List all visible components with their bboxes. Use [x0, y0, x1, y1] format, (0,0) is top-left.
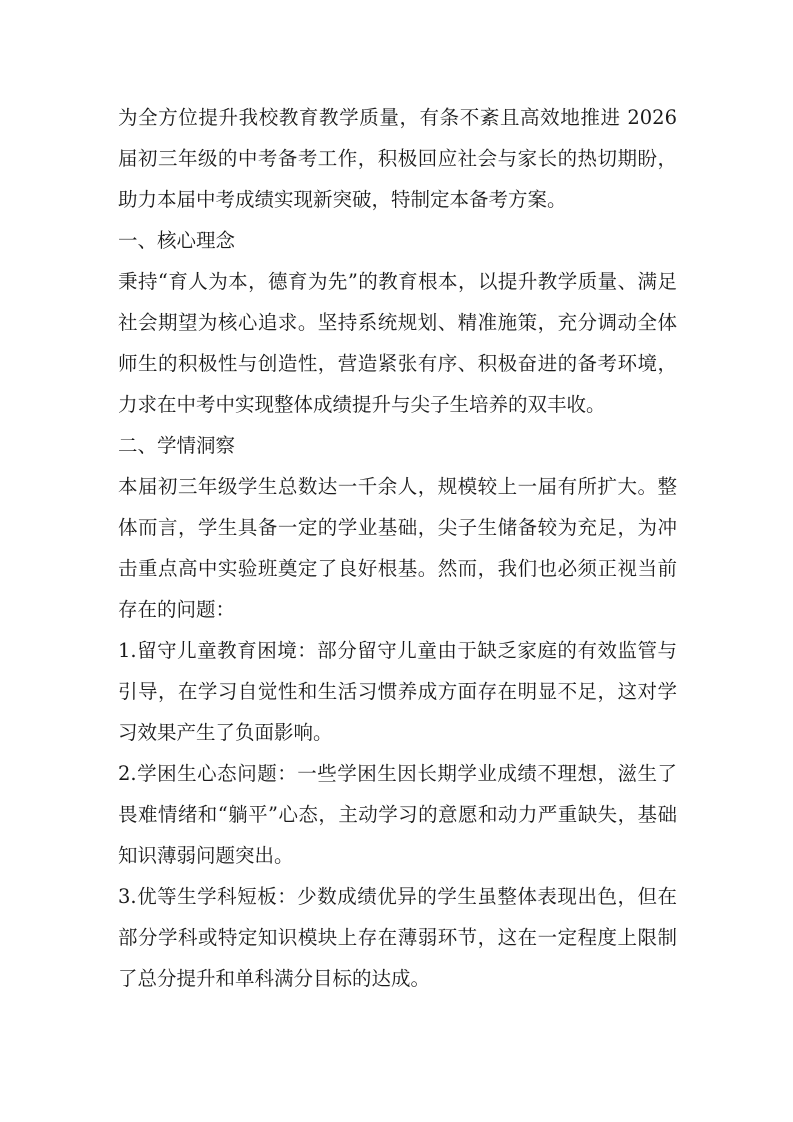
paragraph [118, 470, 677, 634]
text-line: 知识薄弱问题突出。 [118, 844, 294, 867]
text-line: 为全方位提升我校教育教学质量，有条不紊且高效地推进 2026 [118, 106, 677, 129]
list-item [118, 757, 677, 880]
text-line: 助力本届中考成绩实现新突破，特制定本备考方案。 [118, 188, 567, 211]
paragraph [118, 101, 677, 224]
text-line: 秉持“育人为本，德育为先”的教育根本，以提升教学质量、满足 [118, 270, 677, 293]
document-page [118, 101, 677, 1003]
text-line: 2.学困生心态问题：一些学困生因长期学业成绩不理想，滋生了 [118, 762, 677, 785]
text-line: 引导，在学习自觉性和生活习惯养成方面存在明显不足，这对学 [118, 680, 677, 703]
text-line: 师生的积极性与创造性，营造紧张有序、积极奋进的备考环境， [118, 352, 677, 375]
text-line: 二、学情洞察 [118, 434, 236, 457]
text-line: 本届初三年级学生总数达一千余人，规模较上一届有所扩大。整 [118, 475, 677, 498]
text-line: 社会期望为核心追求。坚持系统规划、精准施策，充分调动全体 [118, 311, 677, 334]
text-line: 届初三年级的中考备考工作，积极回应社会与家长的热切期盼， [118, 147, 677, 170]
list-item [118, 880, 677, 1003]
paragraph [118, 265, 677, 429]
text-line: 体而言，学生具备一定的学业基础，尖子生储备较为充足，为冲 [118, 516, 677, 539]
text-line: 力求在中考中实现整体成绩提升与尖子生培养的双丰收。 [118, 393, 606, 416]
section-heading [118, 429, 677, 470]
text-line: 1.留守儿童教育困境：部分留守儿童由于缺乏家庭的有效监管与 [118, 639, 677, 662]
text-line: 击重点高中实验班奠定了良好根基。然而，我们也必须正视当前 [118, 557, 677, 580]
section-heading [118, 224, 677, 265]
text-line: 部分学科或特定知识模块上存在薄弱环节，这在一定程度上限制 [118, 926, 677, 949]
text-line: 3.优等生学科短板：少数成绩优异的学生虽整体表现出色，但在 [118, 885, 677, 908]
text-line: 畏难情绪和“躺平”心态，主动学习的意愿和动力严重缺失，基础 [118, 803, 677, 826]
text-line: 习效果产生了负面影响。 [118, 721, 333, 744]
text-line: 一、核心理念 [118, 229, 236, 252]
text-line: 存在的问题： [118, 598, 236, 621]
text-line: 了总分提升和单科满分目标的达成。 [118, 967, 431, 990]
list-item [118, 634, 677, 757]
